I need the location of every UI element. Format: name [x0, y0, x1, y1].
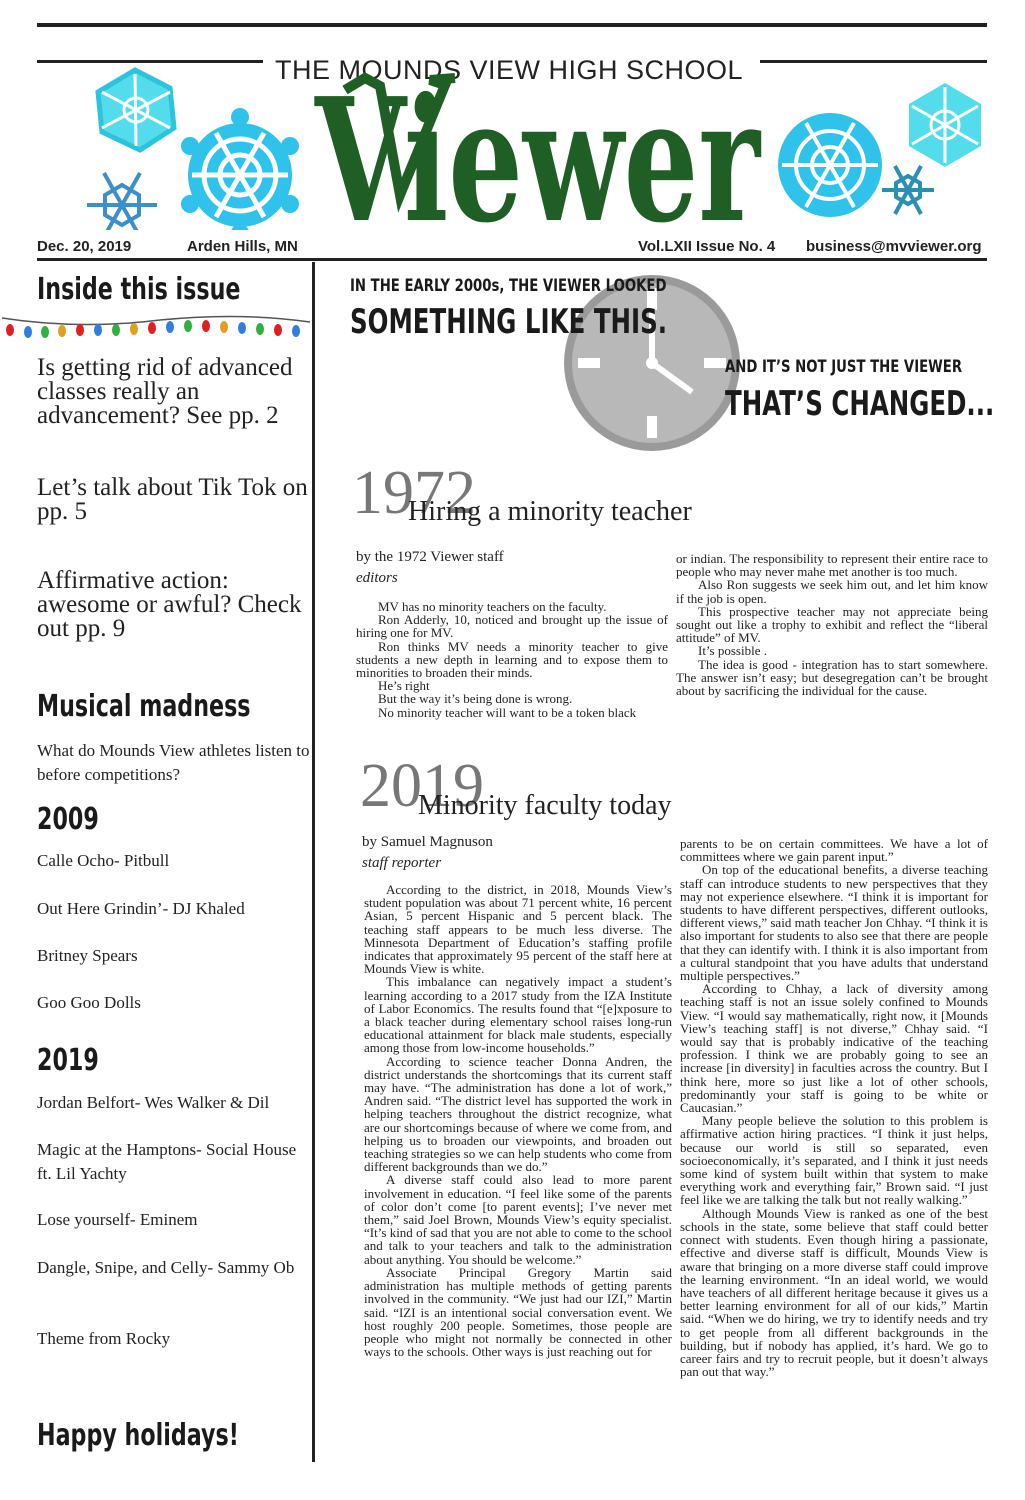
paragraph: On top of the educational benefits, a diverse teaching staff can introduce students to new perspectives that they may not experience elsewhere. “I think it is important for students to have different perspectives, different outlooks, different views,” said math teacher Jon Chhay. “I think it is also important for students to also see that there are people that they can identify with. I think it is also important from a cultural standpoint that you have adults that understand multiple perspectives.”	[680, 862, 988, 984]
year-2019-heading: 2019	[37, 1043, 99, 1078]
paragraph: This imbalance can negatively impact a student’s learning according to a 2017 study from the IZA Institute of Labor Economics. The results found that “[e]xposure to a black teacher during elementary school raises long-run educational attainment for black male students, especially among those from low-income households.”	[364, 974, 672, 1056]
feature-line-2: SOMETHING LIKE THIS.	[350, 302, 668, 342]
article-2019-title: Minority faculty today	[418, 790, 672, 821]
feature-line-3: AND IT’S NOT JUST THE VIEWER	[725, 357, 963, 377]
article-2019-column-1	[364, 883, 672, 1358]
paragraph: According to science teacher Donna Andren, the district understands the shortcomings that its current staff may have. “The administration has done a lot of work,” Andren said. “The district level has supported the work in helping teachers throughout the district recognize, what are our shortcomings because of where we come from, and helping us to broaden our viewpoints, and broaden out teaching strategies so we can help students who come from different backgrounds than we do.”	[364, 1053, 672, 1175]
snowflake-icon	[909, 83, 981, 167]
article-1972-role: editors	[356, 570, 398, 586]
song-item: Britney Spears	[37, 946, 138, 965]
feature-line-4: THAT’S CHANGED...	[725, 384, 995, 424]
info-rule	[37, 258, 987, 261]
article-1972-byline: by the 1972 Viewer staff	[356, 549, 504, 565]
happy-holidays: Happy holidays!	[37, 1418, 239, 1453]
song-item: Jordan Belfort- Wes Walker & Dil	[37, 1093, 270, 1112]
paragraph: It’s possible .	[698, 643, 767, 659]
musical-heading: Musical madness	[37, 689, 251, 724]
article-2019-year: 2019	[360, 752, 484, 820]
paragraph: No minority teacher will want to be a token black	[378, 704, 637, 720]
paragraph: According to Chhay, a lack of diversity among teaching staff is not an issue solely confined to Mounds View. “I would say mathematically, right now, it [Mounds View’s teaching staff] is not diverse,” Chhay said. “I would say that is probably indicative of the teaching profession. I think we are probably going to see an increase [in diversity] in faculties across the country. But I think here, more so just like a lot of other schools, predominantly your staff is going to be white or Caucasian.”	[680, 981, 988, 1116]
article-1972-title: Hiring a minority teacher	[408, 496, 692, 527]
song-item: Magic at the Hamptons- Social House ft. Lil Yachty	[37, 1140, 297, 1183]
snowflake-group-right-icon	[760, 70, 1000, 240]
paragraph: Although Mounds View is ranked as one of the best schools in the state, some believe that staff could better connect with students. Even though hiring a passionate, effective and diverse staff is difficult, Mounds View is aware that bringing on a more diverse staff could improve the learning environment. “In an ideal world, we would have teachers of all different heritage because it gives us a better learning environment for all of our kids,” Martin said. “When we do hiring, we try to identify needs and try to get people from all different backgrounds in the building, but if nobody has applied, it’s hard. We go to career fairs and try to recruit people, but it doesn’t always pan out that way.”	[680, 1205, 988, 1380]
article-1972-column-1	[356, 600, 668, 719]
paragraph: The idea is good - integration has to start somewhere. The answer isn’t easy; but desegregation can’t be brought about by sacrificing the individual for the cause.	[676, 656, 988, 699]
song-item: Lose yourself- Eminem	[37, 1210, 198, 1229]
paragraph: parents to be on certain committees. We have a lot of committees where we gain parent input.”	[680, 836, 988, 865]
snowflake-icon	[181, 108, 299, 230]
paragraph: Ron Adderly, 10, noticed and brought up the issue of hiring one for MV.	[356, 612, 668, 641]
paragraph: MV has no minority teachers on the faculty.	[378, 599, 607, 614]
song-item: Goo Goo Dolls	[37, 993, 141, 1012]
paragraph: He’s right	[378, 678, 430, 694]
song-item: Out Here Grindin’- DJ Khaled	[37, 899, 245, 918]
article-1972-year: 1972	[352, 459, 476, 527]
snowflake-icon	[98, 70, 174, 150]
paragraph: or indian. The responsibility to represent their entire race to people who may never mahe met another is too much.	[676, 551, 988, 580]
issue-date: Dec. 20, 2019	[37, 238, 132, 255]
year-2009-heading: 2009	[37, 802, 99, 837]
issue-volume: Vol.LXII Issue No. 4	[638, 238, 776, 255]
song-item: Theme from Rocky	[37, 1329, 171, 1348]
snowflake-icon	[882, 166, 934, 214]
article-2019-byline: by Samuel Magnuson	[362, 834, 493, 850]
paragraph: Ron thinks MV needs a minority teacher to give students a new depth in learning and to expose them to minorities to broaden their minds.	[356, 638, 668, 681]
song-item: Calle Ocho- Pitbull	[37, 851, 170, 870]
viewer-wordmark	[305, 60, 775, 240]
clock-icon	[560, 268, 745, 458]
article-2019-column-2	[680, 837, 988, 1378]
school-name: THE MOUNDS VIEW HIGH SCHOOL	[275, 55, 744, 85]
teaser-tik-tok[interactable]: Let’s talk about Tik Tok on pp. 5	[37, 474, 308, 525]
teaser-affirmative-action[interactable]: Affirmative action: awesome or awful? Check out pp. 9	[37, 567, 302, 642]
masthead-top-rule	[37, 23, 987, 27]
paragraph: Also Ron suggests we seek him out, and let him know if the job is open.	[676, 577, 988, 606]
feature-line-1: IN THE EARLY 2000s, THE VIEWER LOOKED	[350, 276, 667, 296]
article-2019-role: staff reporter	[362, 855, 442, 871]
column-divider	[312, 262, 315, 1462]
snowflake-icon	[87, 173, 157, 230]
snowflake-icon	[778, 113, 882, 217]
article-1972-column-2	[676, 552, 988, 697]
teaser-advanced-classes[interactable]: Is getting rid of advanced classes really an advancement? See pp. 2	[37, 354, 293, 429]
musical-intro: What do Mounds View athletes listen to before competitions?	[37, 741, 310, 784]
wordmark-text: Viewer	[314, 61, 762, 240]
paragraph: According to the district, in 2018, Mounds View’s student population was about 71 percent white, 16 percent Asian, 5 percent Hispanic and 5 percent black. The teaching staff appears to be much less diverse. The Minnesota Department of Education’s staffing profile indicates that approximately 95 percent of the staff here at Mounds View is white.	[364, 882, 672, 977]
inside-heading: Inside this issue	[37, 272, 241, 307]
paragraph: Many people believe the solution to this problem is affirmative action hiring practices. “I think it just helps, because our world is still so separated, even socioeconomically, it’s separated, and I think it just needs some kind of system built within that system to make everything work and everything fair,” Brown said. “I just feel like we are talking the talk but not really walking.”	[680, 1113, 988, 1208]
contact-email[interactable]: business@mvviewer.org	[806, 238, 982, 255]
paragraph: A diverse staff could also lead to more parent involvement in education. “I feel like some of the parents of color don’t come [to parent events]; I’ve never met them,” said Joel Brown, Mounds View’s equity specialist. “It’s kind of sad that you are not able to come to the school and talk to your teachers and talk to the administration about anything. You should be welcome.”	[364, 1172, 672, 1267]
holiday-lights-icon	[0, 310, 312, 340]
song-item: Dangle, Snipe, and Celly- Sammy Ob	[37, 1258, 295, 1277]
issue-location: Arden Hills, MN	[187, 238, 298, 255]
paragraph: Associate Principal Gregory Martin said administration has multiple methods of getting parents involved in the community. “We just had our IZI,” Martin said. “IZI is an intentional social conversation event. We host roughly 200 people. Sometimes, those people are people who might not normally be connected in other ways to the schools. Other ways is just reaching out for	[364, 1264, 672, 1360]
paragraph: But the way it’s being done is wrong.	[378, 691, 573, 707]
paragraph: This prospective teacher may not appreciate being sought out like a trophy to exhibit and reflect the “liberal attitude” of MV.	[676, 603, 988, 646]
masthead-right-rule	[760, 60, 987, 63]
